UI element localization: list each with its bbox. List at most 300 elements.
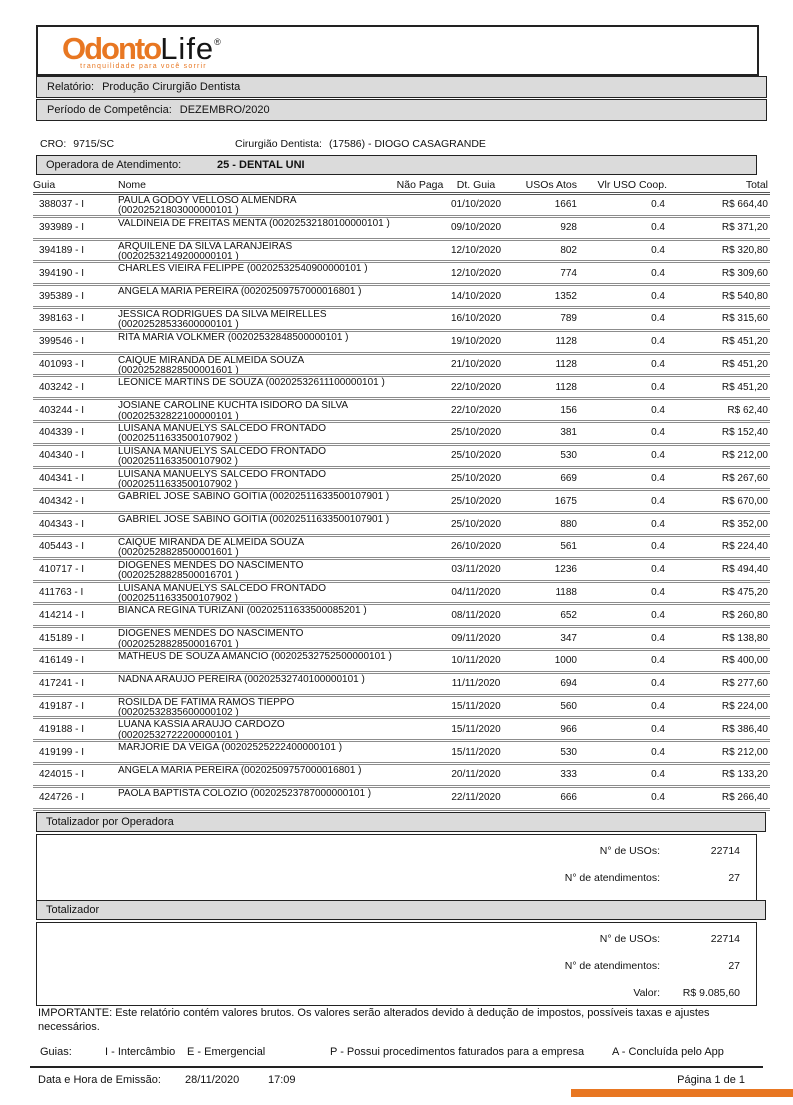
column-header: USOs Atos [525, 179, 577, 191]
total-cell: R$ 494,40 [721, 564, 768, 576]
usos-atos-cell: 560 [560, 700, 577, 712]
dt-guia-cell: 08/11/2020 [451, 609, 501, 621]
patient-name: DIOGENES MENDES DO NASCIMENTO [118, 628, 304, 640]
patient-name: LUISANA MANUELYS SALCEDO FRONTADO [118, 445, 327, 457]
legend-item-procedimentos: P - Possui procedimentos faturados para a empresa [330, 1046, 585, 1058]
legend-item-app: A - Concluída pelo App [612, 1046, 724, 1058]
patient-code: (00202521803000000101 ) [118, 205, 239, 215]
totalizer-label: Valor: [633, 986, 660, 999]
cro-value: 9715/SC [73, 138, 115, 150]
vlr-uso-cell: 0.4 [651, 472, 665, 484]
total-cell: R$ 133,20 [721, 769, 768, 781]
usos-atos-cell: 1128 [555, 358, 577, 370]
dt-guia-cell: 12/10/2020 [450, 267, 502, 279]
patient-name: PAOLA BAPTISTA COLOZIO (00202523787000000101 ) [118, 787, 372, 799]
nao-paga-cell [395, 514, 445, 534]
footer-divider [30, 1066, 763, 1068]
total-cell: R$ 400,00 [721, 655, 768, 667]
total-cell: R$ 266,40 [721, 792, 768, 804]
dt-guia-cell: 04/11/2020 [451, 586, 501, 598]
usos-atos-cell: 880 [560, 518, 577, 530]
table-row [33, 719, 770, 742]
guia-cell: 401093 - I [39, 358, 85, 370]
table-row [33, 195, 770, 218]
period-bar [36, 99, 767, 121]
logo-life-text: Life [160, 31, 215, 66]
table-row [33, 332, 770, 355]
patient-code: (00202532149200000101 ) [118, 251, 239, 261]
patient-code: (00202532722200000101 ) [118, 729, 239, 740]
table-row [33, 423, 770, 446]
table-row [33, 651, 770, 674]
total-cell: R$ 152,40 [721, 427, 768, 439]
guia-cell: 414214 - I [39, 609, 85, 621]
patient-name: PAULA GODOY VELLOSO ALMENDRA [118, 195, 297, 206]
vlr-uso-cell: 0.4 [651, 244, 665, 256]
total-cell: R$ 475,20 [721, 586, 768, 598]
name-cell [118, 583, 395, 603]
name-cell [118, 377, 395, 397]
column-header: Vlr USO Coop. [597, 179, 667, 191]
table-row [33, 377, 770, 400]
guia-cell: 404342 - I [39, 495, 85, 507]
totalizer-value: 27 [728, 959, 740, 972]
patient-code: (00202532822100000101 ) [118, 410, 239, 420]
totalizer-label: N° de USOs: [599, 932, 660, 945]
total-cell: R$ 62,40 [727, 404, 768, 416]
vlr-uso-cell: 0.4 [651, 222, 665, 234]
nao-paga-cell [395, 332, 445, 352]
vlr-uso-cell: 0.4 [651, 609, 665, 621]
table-row [33, 218, 770, 241]
usos-atos-cell: 1352 [554, 290, 577, 302]
guia-cell: 403244 - I [39, 404, 85, 416]
vlr-uso-cell: 0.4 [651, 336, 665, 348]
vlr-uso-cell: 0.4 [651, 541, 665, 553]
usos-atos-cell: 666 [560, 792, 577, 804]
usos-atos-cell: 1000 [554, 655, 577, 667]
dt-guia-cell: 16/10/2020 [450, 313, 502, 325]
operator-bar [36, 155, 757, 175]
total-cell: R$ 224,40 [721, 541, 768, 553]
guides-table [33, 176, 770, 811]
vlr-uso-cell: 0.4 [651, 450, 665, 462]
column-header: Guia [33, 179, 56, 191]
legend-item-emergencial: E - Emergencial [187, 1046, 266, 1058]
guia-cell: 388037 - I [39, 199, 85, 211]
dt-guia-cell: 26/10/2020 [450, 541, 502, 553]
total-cell: R$ 451,20 [721, 358, 768, 370]
guia-cell: 399546 - I [39, 336, 85, 348]
name-cell [118, 651, 395, 671]
patient-code: (00202528828500001601 ) [118, 364, 239, 375]
nao-paga-cell [395, 446, 445, 466]
nao-paga-cell [395, 742, 445, 762]
vlr-uso-cell: 0.4 [651, 746, 665, 758]
dentist-label: Cirurgião Dentista: [235, 138, 322, 150]
table-row [33, 514, 770, 537]
name-cell [118, 355, 395, 375]
dt-guia-cell: 19/10/2020 [450, 336, 502, 348]
nao-paga-cell [395, 765, 445, 785]
dentist-info [235, 138, 486, 150]
report-label: Relatório: [47, 81, 95, 93]
usos-atos-cell: 694 [560, 678, 577, 690]
dt-guia-cell: 15/11/2020 [451, 700, 501, 712]
usos-atos-cell: 333 [560, 769, 577, 781]
usos-atos-cell: 789 [560, 313, 577, 325]
table-row [33, 400, 770, 423]
patient-name: LEONICE MARTINS DE SOUZA (00202532611100000101 ) [118, 377, 385, 389]
dentist-line [40, 138, 760, 150]
patient-code: (00202528533600000101 ) [118, 319, 239, 329]
guia-cell: 395389 - I [39, 290, 85, 302]
patient-name: JESSICA RODRIGUES DA SILVA MEIRELLES [118, 308, 327, 320]
dentist-value: (17586) - DIOGO CASAGRANDE [328, 138, 486, 150]
nao-paga-cell [395, 583, 445, 603]
logo-odonto-text: Odonto [62, 31, 161, 66]
dt-guia-cell: 01/10/2020 [450, 199, 502, 211]
dt-guia-cell: 10/11/2020 [451, 655, 501, 667]
name-cell [118, 400, 395, 420]
patient-name: RITA MARIA VOLKMER (00202532848500000101 ) [118, 331, 349, 343]
patient-code: (00202528828500001601 ) [118, 547, 239, 557]
nao-paga-cell [395, 309, 445, 329]
total-cell: R$ 670,00 [721, 495, 768, 507]
report-value: Produção Cirurgião Dentista [102, 81, 241, 93]
usos-atos-cell: 774 [560, 267, 577, 279]
table-row [33, 446, 770, 469]
total-cell: R$ 315,60 [721, 313, 768, 325]
totalizer-value: 27 [728, 871, 740, 884]
patient-name: NADNA ARAUJO PEREIRA (00202532740100000101 ) [118, 673, 365, 685]
patient-name: CAIQUE MIRANDA DE ALMEIDA SOUZA [118, 354, 305, 366]
vlr-uso-cell: 0.4 [651, 586, 665, 598]
dt-guia-cell: 09/10/2020 [450, 222, 502, 234]
table-row [33, 355, 770, 378]
guides-table-header [33, 176, 770, 195]
name-cell [118, 628, 395, 648]
total-cell: R$ 260,80 [721, 609, 768, 621]
table-row [33, 742, 770, 765]
guia-cell: 410717 - I [39, 564, 85, 576]
nao-paga-cell [395, 674, 445, 694]
guia-cell: 403242 - I [39, 381, 85, 393]
nao-paga-cell [395, 788, 445, 808]
operator-label: Operadora de Atendimento: [46, 159, 182, 171]
vlr-uso-cell: 0.4 [651, 723, 665, 735]
emission-date: 28/11/2020 [185, 1074, 240, 1086]
registered-mark: ® [214, 37, 221, 47]
column-header: Não Paga [396, 179, 444, 191]
guia-cell: 398163 - I [39, 313, 85, 325]
vlr-uso-cell: 0.4 [651, 792, 665, 804]
guia-cell: 419199 - I [39, 746, 85, 758]
totalizer-value: 22714 [710, 844, 740, 857]
table-row [33, 605, 770, 628]
usos-atos-cell: 928 [560, 222, 577, 234]
patient-name: GABRIEL JOSE SABINO GOITIA (00202511633500107901 ) [118, 491, 390, 503]
patient-name: ANGELA MARIA PEREIRA (00202509757000016801 ) [118, 286, 362, 298]
vlr-uso-cell: 0.4 [651, 381, 665, 393]
nao-paga-cell [395, 719, 445, 739]
usos-atos-cell: 966 [560, 723, 577, 735]
patient-name: VALDINEIA DE FREITAS MENTA (00202532180100000101 ) [118, 217, 390, 229]
total-cell: R$ 277,60 [721, 678, 768, 690]
usos-atos-cell: 1128 [555, 381, 577, 393]
vlr-uso-cell: 0.4 [651, 313, 665, 325]
nao-paga-cell [395, 195, 445, 215]
brand-footer-bar [571, 1089, 793, 1097]
totalizador-box [36, 922, 757, 1006]
table-row [33, 537, 770, 560]
dt-guia-cell: 15/11/2020 [451, 746, 501, 758]
patient-name: MATHEUS DE SOUZA AMANCIO (00202532752500000101 ) [118, 650, 392, 662]
usos-atos-cell: 1188 [555, 586, 577, 598]
report-title-bar [36, 76, 767, 98]
totalizer-line [37, 952, 756, 979]
patient-name: BIANCA REGINA TURIZANI (00202511633500085201 ) [118, 605, 367, 617]
totalizer-value: R$ 9.085,60 [682, 986, 740, 999]
usos-atos-cell: 347 [560, 632, 577, 644]
guia-cell: 411763 - I [39, 586, 84, 598]
guia-cell: 416149 - I [39, 655, 85, 667]
nao-paga-cell [395, 628, 445, 648]
total-cell: R$ 386,40 [721, 723, 768, 735]
emission-time: 17:09 [268, 1074, 296, 1086]
table-row [33, 263, 770, 286]
patient-name: LUISANA MANUELYS SALCEDO FRONTADO [118, 468, 327, 480]
usos-atos-cell: 652 [560, 609, 577, 621]
name-cell [118, 263, 395, 283]
usos-atos-cell: 156 [560, 404, 577, 416]
dt-guia-cell: 22/11/2020 [451, 792, 501, 804]
guia-cell: 419187 - I [39, 700, 85, 712]
vlr-uso-cell: 0.4 [651, 495, 665, 507]
nao-paga-cell [395, 355, 445, 375]
table-row [33, 697, 770, 720]
name-cell [118, 241, 395, 261]
dt-guia-cell: 12/10/2020 [450, 244, 502, 256]
totalizer-line [37, 837, 756, 864]
nao-paga-cell [395, 400, 445, 420]
logo-tagline: tranquilidade para você sorrir [80, 63, 207, 70]
table-row [33, 765, 770, 788]
dt-guia-cell: 15/11/2020 [451, 723, 501, 735]
table-row [33, 674, 770, 697]
dt-guia-cell: 25/10/2020 [450, 450, 502, 462]
total-cell: R$ 320,80 [721, 244, 768, 256]
name-cell [118, 309, 395, 329]
vlr-uso-cell: 0.4 [651, 700, 665, 712]
nao-paga-cell [395, 469, 445, 489]
usos-atos-cell: 669 [560, 472, 577, 484]
guia-cell: 404339 - I [39, 427, 85, 439]
name-cell [118, 491, 395, 511]
dt-guia-cell: 25/10/2020 [450, 472, 502, 484]
guia-cell: 417241 - I [39, 678, 85, 690]
nao-paga-cell [395, 218, 445, 238]
column-header: Total [745, 179, 768, 191]
total-cell: R$ 138,80 [721, 632, 768, 644]
name-cell [118, 332, 395, 352]
totalizer-label: N° de atendimentos: [564, 959, 660, 972]
column-header: Nome [118, 179, 147, 191]
total-cell: R$ 309,60 [721, 267, 768, 279]
nao-paga-cell [395, 286, 445, 306]
guia-cell: 394189 - I [39, 244, 85, 256]
patient-code: (00202511633500107902 ) [118, 478, 238, 489]
cro-label: CRO: [40, 138, 67, 150]
name-cell [118, 469, 395, 489]
nao-paga-cell [395, 423, 445, 443]
name-cell [118, 446, 395, 466]
totalizer-value: 22714 [710, 932, 740, 945]
name-cell [118, 195, 395, 215]
name-cell [118, 218, 395, 238]
name-cell [118, 788, 395, 808]
table-row [33, 309, 770, 332]
operator-value: 25 - DENTAL UNI [217, 159, 305, 171]
usos-atos-cell: 802 [560, 244, 577, 256]
table-row [33, 788, 770, 811]
dt-guia-cell: 22/10/2020 [450, 404, 502, 416]
patient-name: LUANA KASSIA ARAUJO CARDOZO [118, 719, 285, 731]
guia-cell: 394190 - I [39, 267, 85, 279]
name-cell [118, 605, 395, 625]
guia-cell: 424726 - I [39, 792, 85, 804]
guia-cell: 393989 - I [39, 222, 85, 234]
dt-guia-cell: 20/11/2020 [451, 769, 501, 781]
page-number: Página 1 de 1 [677, 1074, 745, 1086]
patient-code: (00202511633500107902 ) [118, 592, 238, 603]
usos-atos-cell: 1661 [554, 199, 577, 211]
table-row [33, 241, 770, 264]
patient-code: (00202528828500016701 ) [118, 638, 239, 648]
emission-label: Data e Hora de Emissão: [38, 1074, 161, 1086]
dt-guia-cell: 25/10/2020 [450, 495, 502, 507]
patient-code: (00202511633500107902 ) [118, 456, 238, 466]
dt-guia-cell: 25/10/2020 [450, 518, 502, 530]
guide-table-body [33, 195, 770, 811]
period-label: Período de Competência: [47, 104, 172, 116]
vlr-uso-cell: 0.4 [651, 564, 665, 576]
nao-paga-cell [395, 537, 445, 557]
table-row [33, 560, 770, 583]
table-row [33, 583, 770, 606]
totalizer-line [37, 864, 756, 891]
vlr-uso-cell: 0.4 [651, 199, 665, 211]
totalizer-label: N° de USOs: [599, 844, 660, 857]
total-cell: R$ 224,00 [721, 700, 768, 712]
patient-name: JOSIANE CAROLINE KUCHTA ISIDORO DA SILVA [118, 400, 349, 412]
usos-atos-cell: 561 [560, 541, 577, 553]
patient-name: DIOGENES MENDES DO NASCIMENTO [118, 559, 304, 571]
usos-atos-cell: 1128 [555, 336, 577, 348]
name-cell [118, 560, 395, 580]
guia-cell: 415189 - I [39, 632, 85, 644]
dt-guia-cell: 09/11/2020 [451, 632, 501, 644]
name-cell [118, 423, 395, 443]
vlr-uso-cell: 0.4 [651, 267, 665, 279]
total-cell: R$ 212,00 [721, 746, 768, 758]
name-cell [118, 765, 395, 785]
patient-code: (00202511633500107902 ) [118, 433, 238, 443]
total-cell: R$ 352,00 [721, 518, 768, 530]
total-cell: R$ 371,20 [721, 222, 768, 234]
total-cell: R$ 451,20 [721, 381, 768, 393]
nao-paga-cell [395, 697, 445, 717]
guia-cell: 419188 - I [39, 723, 85, 735]
table-row [33, 491, 770, 514]
nao-paga-cell [395, 560, 445, 580]
totalizador-title: Totalizador [36, 900, 766, 920]
vlr-uso-cell: 0.4 [651, 404, 665, 416]
table-row [33, 628, 770, 651]
name-cell [118, 697, 395, 717]
logo-box [36, 25, 759, 76]
name-cell [118, 719, 395, 739]
table-row [33, 286, 770, 309]
dt-guia-cell: 14/10/2020 [450, 290, 502, 302]
usos-atos-cell: 1236 [554, 564, 577, 576]
legend-label: Guias: [40, 1046, 72, 1058]
totalizer-line [37, 925, 756, 952]
total-cell: R$ 451,20 [721, 336, 768, 348]
patient-name: ROSILDA DE FATIMA RAMOS TIEPPO [118, 696, 295, 708]
dt-guia-cell: 21/10/2020 [450, 358, 502, 370]
guia-cell: 424015 - I [39, 769, 85, 781]
vlr-uso-cell: 0.4 [651, 290, 665, 302]
nao-paga-cell [395, 651, 445, 671]
nao-paga-cell [395, 377, 445, 397]
name-cell [118, 286, 395, 306]
totalizador-operadora-title: Totalizador por Operadora [36, 812, 766, 832]
usos-atos-cell: 1675 [554, 495, 577, 507]
total-cell: R$ 664,40 [721, 199, 768, 211]
name-cell [118, 537, 395, 557]
column-header: Dt. Guia [456, 179, 496, 191]
table-row [33, 469, 770, 492]
important-note: IMPORTANTE: Este relatório contém valores brutos. Os valores serão alterados devido à dedução de impostos, possíveis taxas e ajustes necessários. [38, 1007, 710, 1033]
patient-code: (00202532835600000102 ) [118, 706, 239, 717]
vlr-uso-cell: 0.4 [651, 358, 665, 370]
patient-code: (00202528828500016701 ) [118, 570, 239, 580]
totalizer-line [37, 979, 756, 1006]
usos-atos-cell: 381 [560, 427, 577, 439]
dt-guia-cell: 11/11/2020 [451, 678, 501, 690]
guia-cell: 404341 - I [39, 472, 85, 484]
patient-name: ANGELA MARIA PEREIRA (00202509757000016801 ) [118, 764, 362, 776]
legend-item-intercambio: I - Intercâmbio [105, 1046, 176, 1058]
dt-guia-cell: 03/11/2020 [451, 564, 501, 576]
odontolife-logo [62, 31, 221, 70]
guia-cell: 404340 - I [39, 450, 85, 462]
period-value: DEZEMBRO/2020 [179, 104, 270, 116]
total-cell: R$ 267,60 [721, 472, 768, 484]
name-cell [118, 742, 395, 762]
vlr-uso-cell: 0.4 [651, 518, 665, 530]
patient-name: MARJORIE DA VEIGA (00202525222400000101 ) [118, 742, 343, 754]
guia-cell: 405443 - I [39, 541, 85, 553]
patient-name: LUISANA MANUELYS SALCEDO FRONTADO [118, 422, 327, 434]
name-cell [118, 674, 395, 694]
guia-cell: 404343 - I [39, 518, 85, 530]
vlr-uso-cell: 0.4 [651, 427, 665, 439]
vlr-uso-cell: 0.4 [651, 655, 665, 667]
vlr-uso-cell: 0.4 [651, 769, 665, 781]
vlr-uso-cell: 0.4 [651, 678, 665, 690]
